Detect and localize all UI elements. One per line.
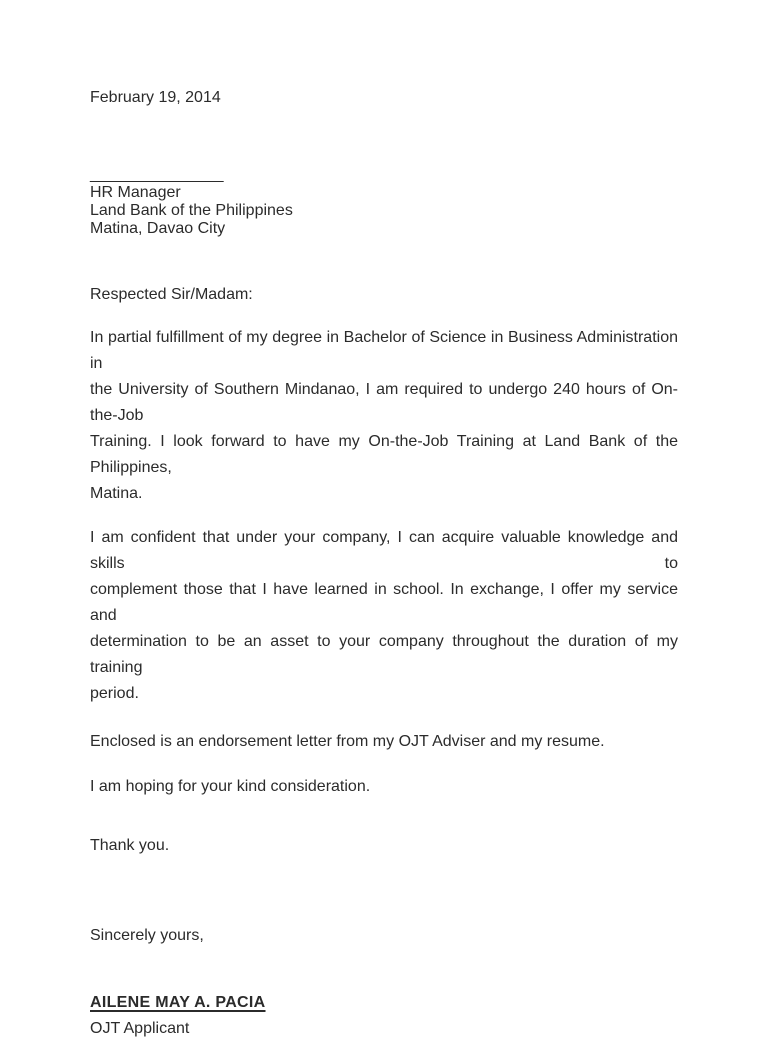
paragraph-line: In partial fulfillment of my degree in Bachelor of Science in Business Administration in [90,329,678,372]
paragraph-line: Matina. [90,485,143,502]
paragraph-line: Training. I look forward to have my On-the-Job Training at Land Bank of the Philippines, [90,433,678,476]
recipient-address: Matina, Davao City [90,220,226,237]
paragraph-line: I am confident that under your company, I can acquire valuable knowledge and skills to [90,529,678,572]
paragraph-line: complement those that I have learned in school. In exchange, I offer my service and [90,581,678,624]
closing-line: Sincerely yours, [90,927,204,944]
paragraph-line: determination to be an asset to your company throughout the duration of my training [90,633,678,676]
signature-title: OJT Applicant [90,1020,190,1037]
paragraph-enclosure [90,729,678,755]
paragraph-line: period. [90,685,139,702]
paragraph-intro [90,325,678,507]
paragraph-consideration [90,774,678,800]
recipient-block [90,166,678,238]
recipient-blank-name-line: _______________ [90,166,224,183]
recipient-title: HR Manager [90,184,181,201]
recipient-company: Land Bank of the Philippines [90,202,293,219]
letter-date: February 19, 2014 [90,89,221,106]
paragraph-line: the University of Southern Mindanao, I am required to undergo 240 hours of On-the-Job [90,381,678,424]
signature-name: AILENE MAY A. PACIA [90,994,266,1011]
salutation: Respected Sir/Madam: [90,286,253,303]
paragraph-line: I am hoping for your kind consideration. [90,778,371,795]
paragraph-line: Enclosed is an endorsement letter from my OJT Adviser and my resume. [90,733,605,750]
paragraph-confidence [90,525,678,707]
thank-you-line: Thank you. [90,837,170,854]
